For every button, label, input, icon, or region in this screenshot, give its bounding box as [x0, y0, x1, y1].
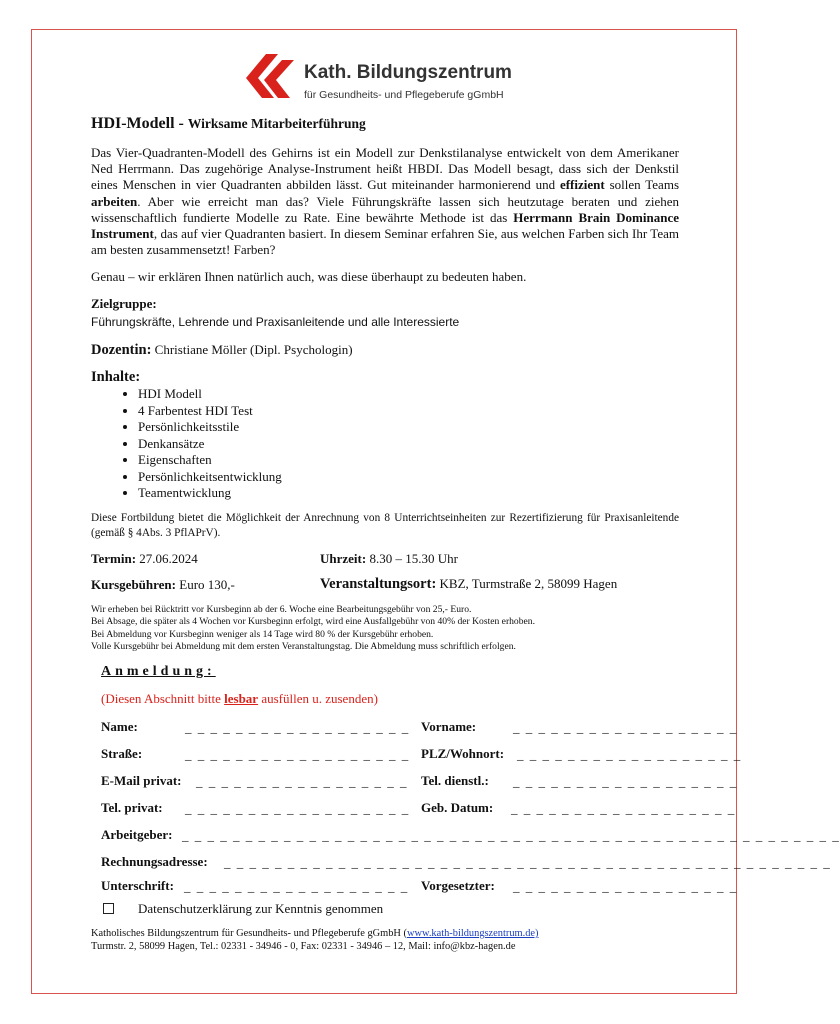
tel-dienst-label: Tel. dienstl.:	[421, 773, 489, 788]
date-row	[91, 551, 198, 567]
list-item: • HDI Modell	[138, 386, 282, 403]
fee-label: Kursgebühren:	[91, 577, 176, 592]
list-item: • Eigenschaften	[138, 452, 282, 469]
intro-bold-hbdi: Herrmann Brain Dominance Instrument	[91, 209, 679, 242]
website-link[interactable]: www.kath-bildungszentrum.de)	[406, 928, 539, 939]
intro-paragraph	[91, 145, 679, 258]
name-field[interactable]: _ _ _ _ _ _ _ _ _ _ _ _ _ _ _ _ _ _	[185, 720, 410, 735]
title-separator: -	[174, 115, 188, 132]
registration-heading: Anmeldung:	[101, 664, 216, 679]
rechnung-field[interactable]: _ _ _ _ _ _ _ _ _ _ _ _ _ _ _ _ _ _ _ _ _ _ _ _ _ _ _ _ _ _ _ _ _ _ _ _ _ _ _ _ _ _ _ _ _ _ _ _	[224, 855, 832, 870]
arbeitgeber-field[interactable]: _ _ _ _ _ _ _ _ _ _ _ _ _ _ _ _ _ _ _ _ _ _ _ _ _ _ _ _ _ _ _ _ _ _ _ _ _ _ _ _ _ _ _ _ _ _ _ _ _ _ _ _	[182, 828, 840, 843]
page-title	[91, 115, 366, 133]
lecturer-name: Christiane Möller (Dipl. Psychologin)	[151, 342, 353, 357]
condition-line: Wir erheben bei Rücktritt vor Kursbeginn ab der 6. Woche eine Bearbeitungsgebühr von 25,- Euro.	[91, 604, 472, 615]
strasse-label: Straße:	[101, 746, 143, 761]
intro-bold-work: arbeiten	[91, 193, 138, 209]
fee-row	[91, 577, 235, 593]
unterschrift-field[interactable]: _ _ _ _ _ _ _ _ _ _ _ _ _ _ _ _ _ _	[184, 879, 409, 894]
footer-line-2: Turmstr. 2, 58099 Hagen, Tel.: 02331 - 34946 - 0, Fax: 02331 - 34946 – 12, Mail: info@kbz-hagen.de	[91, 941, 516, 952]
title-sub: Wirksame Mitarbeiterführung	[187, 116, 366, 131]
title-main: HDI-Modell	[91, 115, 175, 132]
time-value: 8.30 – 15.30 Uhr	[366, 551, 458, 566]
contents-list	[111, 386, 282, 502]
intro-text-e: , das auf vier Quadranten basiert. In diesem Seminar erfahren Sie, aus welchen Farben sich Ihr Team am besten zusammensetzt! Farben?	[91, 226, 679, 258]
instruction-a: (Diesen Abschnitt bitte	[101, 691, 225, 706]
date-value: 27.06.2024	[136, 551, 198, 566]
time-row	[320, 551, 458, 567]
privacy-label: Datenschutzerklärung zur Kenntnis genommen	[138, 901, 384, 916]
venue-row	[320, 576, 617, 593]
intro-text-c: sollen Teams	[604, 177, 679, 193]
instruction-c: ausfüllen u. zusenden)	[258, 691, 378, 706]
venue-label: Veranstaltungsort:	[320, 576, 437, 592]
lecturer	[91, 342, 353, 359]
intro-bold-efficient: effizient	[559, 177, 605, 193]
tel-dienst-field[interactable]: _ _ _ _ _ _ _ _ _ _ _ _ _ _ _ _ _ _	[513, 774, 738, 789]
vorgesetzter-field[interactable]: _ _ _ _ _ _ _ _ _ _ _ _ _ _ _ _ _ _	[513, 879, 738, 894]
strasse-field[interactable]: _ _ _ _ _ _ _ _ _ _ _ _ _ _ _ _ _ _	[185, 747, 410, 762]
logo-subtitle: für Gesundheits- und Pflegeberufe gGmbH	[304, 89, 504, 101]
time-label: Uhrzeit:	[320, 551, 367, 566]
plz-label: PLZ/Wohnort:	[421, 746, 505, 761]
contents-heading: Inhalte:	[91, 369, 141, 385]
fee-value: Euro 130,-	[176, 577, 235, 592]
condition-line: Bei Absage, die später als 4 Wochen vor Kursbeginn erfolgt, wird eine Ausfallgebühr von 40% der Kosten erhoben.	[91, 616, 535, 628]
logo-title: Kath. Bildungszentrum	[304, 62, 512, 83]
intro-text-a: Das Vier-Quadranten-Modell des Gehirns ist ein Modell zur Denkstilanalyse entwickelt von dem Amerikaner Ned Herrmann. Das zugehörige Analyse-Instrument heißt HBDI. Das Modell besagt, dass sich der Denkstil eines Menschen in vier Quadranten abbilden lässt. Gut miteinander harmonierend und	[91, 145, 679, 193]
vorname-field[interactable]: _ _ _ _ _ _ _ _ _ _ _ _ _ _ _ _ _ _	[513, 720, 738, 735]
date-label: Termin:	[91, 551, 137, 566]
tel-privat-label: Tel. privat:	[101, 800, 163, 815]
conditions	[91, 604, 535, 653]
registration-instruction	[101, 691, 378, 707]
privacy-checkbox[interactable]	[103, 903, 114, 914]
tel-privat-field[interactable]: _ _ _ _ _ _ _ _ _ _ _ _ _ _ _ _ _ _	[185, 801, 410, 816]
instruction-legible: lesbar	[224, 691, 259, 706]
condition-line: Bei Abmeldung vor Kursbeginn weniger als 14 Tage wird 80 % der Kursgebühr erhoben.	[91, 628, 434, 640]
rechnung-label: Rechnungsadresse:	[101, 854, 208, 869]
list-item: • Denkansätze	[138, 436, 282, 453]
geb-label: Geb. Datum:	[421, 800, 494, 815]
condition-line: Volle Kursgebühr bei Abmeldung mit dem ersten Veranstaltungstag. Die Abmeldung muss schriftlich erfolgen.	[91, 640, 516, 652]
venue-value: KBZ, Turmstraße 2, 58099 Hagen	[436, 576, 618, 591]
footer	[91, 927, 538, 953]
list-item: • Persönlichkeitsstile	[138, 419, 282, 436]
lecturer-label: Dozentin:	[91, 342, 152, 358]
arbeitgeber-label: Arbeitgeber:	[101, 827, 173, 842]
intro-paragraph-2: Genau – wir erklären Ihnen natürlich auch, was diese überhaupt zu bedeuten haben.	[91, 269, 527, 284]
list-item: • Persönlichkeitsentwicklung	[138, 469, 282, 486]
email-field[interactable]: _ _ _ _ _ _ _ _ _ _ _ _ _ _ _ _ _	[196, 774, 408, 789]
list-item: • Teamentwicklung	[138, 485, 282, 502]
vorgesetzter-label: Vorgesetzter:	[421, 878, 495, 893]
email-label: E-Mail privat:	[101, 773, 182, 788]
unterschrift-label: Unterschrift:	[101, 878, 174, 893]
logo	[246, 52, 536, 104]
list-item: • 4 Farbentest HDI Test	[138, 403, 282, 420]
certification-note: Diese Fortbildung bietet die Möglichkeit der Anrechnung von 8 Unterrichtseinheiten zur Rezertifizierung für Praxisanleitende (gemäß § 4Abs. 3 PflAPrV).	[91, 512, 679, 539]
footer-line-1	[91, 927, 538, 940]
footer-org: Katholisches Bildungszentrum für Gesundheits- und Pflegeberufe gGmbH (	[91, 928, 407, 939]
target-text: Führungskräfte, Lehrende und Praxisanleitende und alle Interessierte	[91, 315, 460, 329]
logo-mark-icon	[246, 52, 298, 102]
geb-field[interactable]: _ _ _ _ _ _ _ _ _ _ _ _ _ _ _ _ _ _	[511, 801, 736, 816]
vorname-label: Vorname:	[421, 719, 477, 734]
target-heading: Zielgruppe:	[91, 296, 157, 311]
intro-text-d: . Aber wie erreicht man das? Viele Führungskräfte lassen sich heutzutage beraten und ziehen wissenschaftlich fundierte Modelle zu Rate. Eine bewährte Methode ist das	[91, 193, 679, 225]
name-label: Name:	[101, 719, 138, 734]
plz-field[interactable]: _ _ _ _ _ _ _ _ _ _ _ _ _ _ _ _ _ _	[517, 747, 742, 762]
